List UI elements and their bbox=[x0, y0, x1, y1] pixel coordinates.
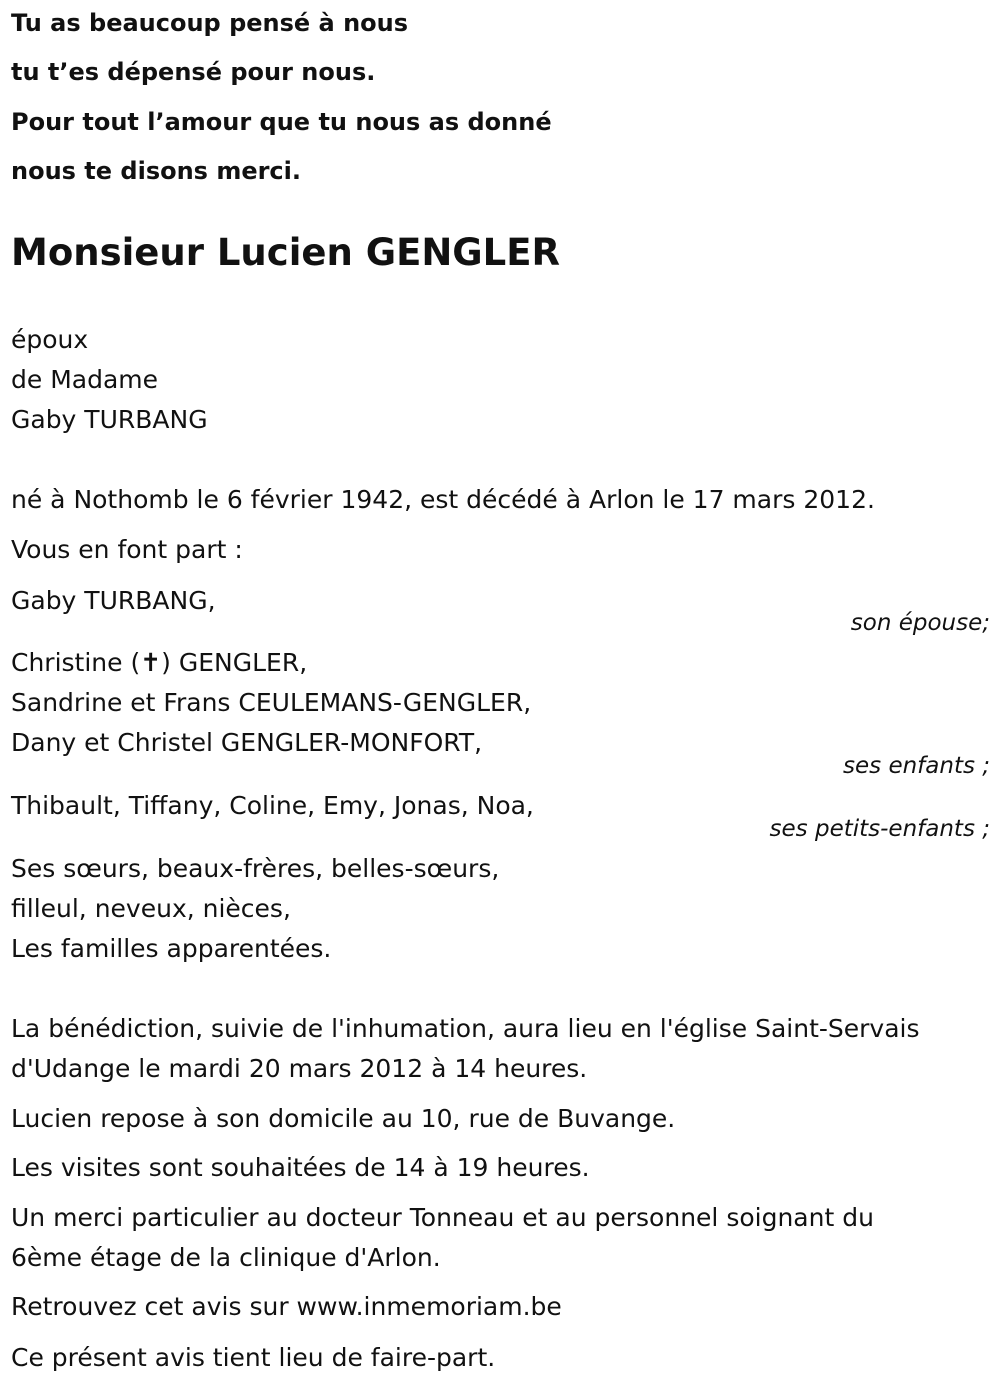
poem-line: Tu as beaucoup pensé à nous bbox=[11, 9, 409, 37]
family-other: Les familles apparentées. bbox=[11, 934, 332, 963]
deceased-name: Monsieur Lucien GENGLER bbox=[11, 231, 561, 274]
details-line: d'Udange le mardi 20 mars 2012 à 14 heures. bbox=[11, 1054, 588, 1083]
spouse-intro-line: de Madame bbox=[11, 365, 159, 394]
family-grandchildren: Thibault, Tiffany, Coline, Emy, Jonas, Noa, bbox=[11, 791, 534, 820]
details-line: 6ème étage de la clinique d'Arlon. bbox=[11, 1243, 441, 1272]
family-child: Christine (✝) GENGLER, bbox=[11, 648, 308, 677]
role-children: ses enfants ; bbox=[843, 753, 990, 779]
poem-line: tu t’es dépensé pour nous. bbox=[11, 58, 376, 86]
role-grandchildren: ses petits-enfants ; bbox=[769, 816, 990, 842]
spouse-intro-line: Gaby TURBANG bbox=[11, 405, 208, 434]
family-child: Sandrine et Frans CEULEMANS-GENGLER, bbox=[11, 688, 532, 717]
role-spouse: son épouse; bbox=[850, 610, 990, 636]
birth-death-line: né à Nothomb le 6 février 1942, est décédé à Arlon le 17 mars 2012. bbox=[11, 485, 875, 514]
details-line: Un merci particulier au docteur Tonneau et au personnel soignant du bbox=[11, 1203, 874, 1232]
family-other: Ses sœurs, beaux-frères, belles-sœurs, bbox=[11, 854, 500, 883]
poem-line: Pour tout l’amour que tu nous as donné bbox=[11, 108, 552, 136]
details-line: Ce présent avis tient lieu de faire-part. bbox=[11, 1343, 496, 1372]
details-line: Retrouvez cet avis sur www.inmemoriam.be bbox=[11, 1292, 562, 1321]
details-line: Lucien repose à son domicile au 10, rue de Buvange. bbox=[11, 1104, 676, 1133]
details-line: Les visites sont souhaitées de 14 à 19 heures. bbox=[11, 1153, 590, 1182]
details-line: La bénédiction, suivie de l'inhumation, aura lieu en l'église Saint-Servais bbox=[11, 1014, 920, 1043]
spouse-intro-line: époux bbox=[11, 325, 89, 354]
family-other: filleul, neveux, nièces, bbox=[11, 894, 291, 923]
family-child: Dany et Christel GENGLER-MONFORT, bbox=[11, 728, 483, 757]
poem-line: nous te disons merci. bbox=[11, 157, 302, 185]
family-spouse: Gaby TURBANG, bbox=[11, 586, 216, 615]
announce-line: Vous en font part : bbox=[11, 535, 243, 564]
